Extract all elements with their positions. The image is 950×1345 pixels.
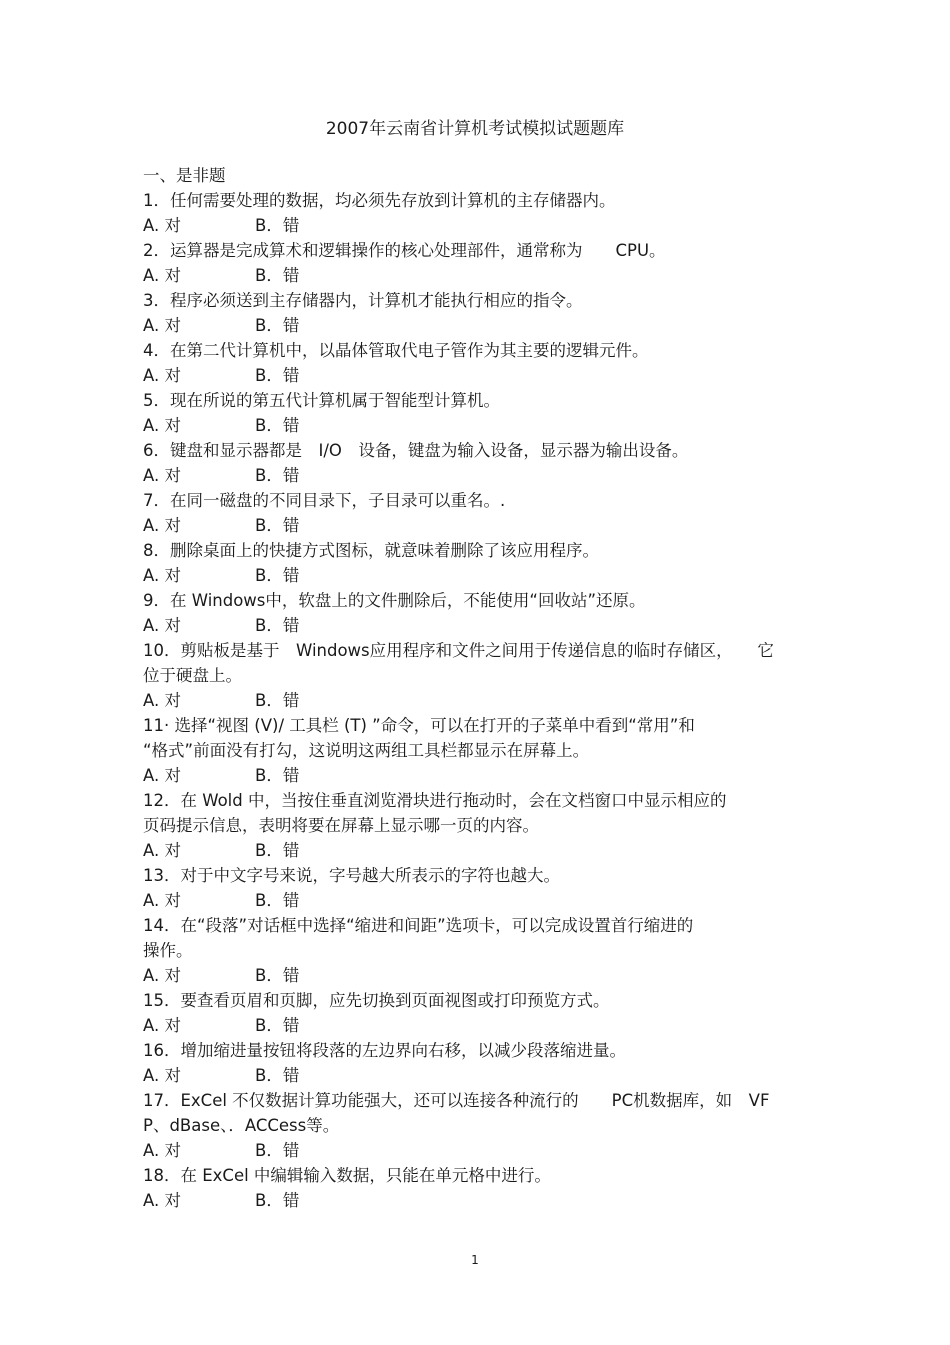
question-text: 7．在同一磁盘的不同目录下，子目录可以重名。. (143, 491, 506, 510)
option-a-true: A. 对 (143, 316, 181, 335)
question-text: 3．程序必须送到主存储器内，计算机才能执行相应的指令。 (143, 291, 583, 310)
question-text: 18．在 ExCel 中编辑输入数据，只能在单元格中进行。 (143, 1166, 551, 1185)
question-text: 13．对于中文字号来说，字号越大所表示的字符也越大。 (143, 866, 560, 885)
option-a-true: A. 对 (143, 691, 181, 710)
question-text: 1．任何需要处理的数据，均必须先存放到计算机的主存储器内。 (143, 191, 616, 210)
question-item (143, 338, 813, 388)
option-b-false: B．错 (255, 566, 300, 585)
option-a-true: A. 对 (143, 466, 181, 485)
document-title: 2007年云南省计算机考试模拟试题题库 (325, 119, 625, 139)
option-a-true: A. 对 (143, 891, 181, 910)
question-text: 2．运算器是完成算术和逻辑操作的核心处理部件，通常称为 CPU。 (143, 241, 666, 260)
question-list (143, 163, 813, 1213)
option-b-false: B．错 (255, 966, 300, 985)
question-item (143, 388, 813, 438)
option-b-false: B．错 (255, 416, 300, 435)
question-text: 15．要查看页眉和页脚，应先切换到页面视图或打印预览方式。 (143, 991, 610, 1010)
answer-options (143, 213, 813, 238)
option-b-false: B．错 (255, 266, 300, 285)
option-b-false: B．错 (255, 516, 300, 535)
option-b-false: B．错 (255, 1016, 300, 1035)
question-item (143, 713, 813, 788)
answer-options (143, 613, 813, 638)
question-item (143, 538, 813, 588)
option-b-false: B．错 (255, 1066, 300, 1085)
question-item (143, 1163, 813, 1213)
question-item (143, 788, 813, 863)
question-text-continued: “格式”前面没有打勾，这说明这两组工具栏都显示在屏幕上。 (143, 741, 590, 760)
question-item (143, 238, 813, 288)
answer-options (143, 363, 813, 388)
question-item (143, 188, 813, 238)
question-text: 4．在第二代计算机中，以晶体管取代电子管作为其主要的逻辑元件。 (143, 341, 649, 360)
option-b-false: B．错 (255, 841, 300, 860)
question-text-continued: 位于硬盘上。 (143, 666, 242, 685)
answer-options (143, 838, 813, 863)
question-item (143, 1038, 813, 1088)
question-text: 17．ExCel 不仅数据计算功能强大，还可以连接各种流行的 PC机数据库，如 VF (143, 1091, 770, 1110)
option-a-true: A. 对 (143, 216, 181, 235)
question-item (143, 438, 813, 488)
option-b-false: B．错 (255, 616, 300, 635)
option-a-true: A. 对 (143, 1141, 181, 1160)
option-a-true: A. 对 (143, 616, 181, 635)
option-b-false: B．错 (255, 216, 300, 235)
option-b-false: B．错 (255, 1141, 300, 1160)
option-b-false: B．错 (255, 366, 300, 385)
option-a-true: A. 对 (143, 841, 181, 860)
option-a-true: A. 对 (143, 416, 181, 435)
question-text: 8．删除桌面上的快捷方式图标，就意味着删除了该应用程序。 (143, 541, 599, 560)
question-text: 5．现在所说的第五代计算机属于智能型计算机。 (143, 391, 500, 410)
answer-options (143, 963, 813, 988)
option-a-true: A. 对 (143, 566, 181, 585)
question-item (143, 638, 813, 713)
question-item (143, 488, 813, 538)
option-a-true: A. 对 (143, 966, 181, 985)
question-text-continued: 页码提示信息，表明将要在屏幕上显示哪一页的内容。 (143, 816, 539, 835)
question-item (143, 863, 813, 913)
question-text: 12．在 Wold 中，当按住垂直浏览滑块进行拖动时，会在文档窗口中显示相应的 (143, 791, 727, 810)
answer-options (143, 1188, 813, 1213)
question-text: 14．在“段落”对话框中选择“缩进和间距”选项卡，可以完成设置首行缩进的 (143, 916, 694, 935)
answer-options (143, 513, 813, 538)
question-item (143, 988, 813, 1038)
option-a-true: A. 对 (143, 1191, 181, 1210)
question-text-continued: 操作。 (143, 941, 193, 960)
option-a-true: A. 对 (143, 1066, 181, 1085)
answer-options (143, 563, 813, 588)
option-b-false: B．错 (255, 1191, 300, 1210)
question-text: 6．键盘和显示器都是 I/O 设备，键盘为输入设备，显示器为输出设备。 (143, 441, 689, 460)
question-item (143, 1088, 813, 1163)
option-b-false: B．错 (255, 316, 300, 335)
answer-options (143, 688, 813, 713)
question-item (143, 288, 813, 338)
question-text: 16．增加缩进量按钮将段落的左边界向右移，以减少段落缩进量。 (143, 1041, 626, 1060)
option-a-true: A. 对 (143, 766, 181, 785)
option-a-true: A. 对 (143, 516, 181, 535)
question-item (143, 588, 813, 638)
option-b-false: B．错 (255, 466, 300, 485)
answer-options (143, 263, 813, 288)
answer-options (143, 1138, 813, 1163)
question-text: 9．在 Windows中，软盘上的文件删除后，不能使用“回收站”还原。 (143, 591, 646, 610)
question-text: 11· 选择“视图 (V)/ 工具栏 (T) ”命令，可以在打开的子菜单中看到“常用”和 (143, 716, 695, 735)
option-b-false: B．错 (255, 766, 300, 785)
option-b-false: B．错 (255, 891, 300, 910)
answer-options (143, 1063, 813, 1088)
option-a-true: A. 对 (143, 266, 181, 285)
question-text: 10．剪贴板是基于 Windows应用程序和文件之间用于传递信息的临时存储区， 它 (143, 641, 774, 660)
question-item (143, 913, 813, 988)
answer-options (143, 313, 813, 338)
option-b-false: B．错 (255, 691, 300, 710)
answer-options (143, 463, 813, 488)
option-a-true: A. 对 (143, 366, 181, 385)
answer-options (143, 413, 813, 438)
answer-options (143, 763, 813, 788)
answer-options (143, 888, 813, 913)
question-text-continued: P、dBase、．ACCess等。 (143, 1116, 340, 1135)
page-number: 1 (471, 1253, 479, 1267)
answer-options (143, 1013, 813, 1038)
section-heading: 一、是非题 (143, 166, 226, 185)
option-a-true: A. 对 (143, 1016, 181, 1035)
